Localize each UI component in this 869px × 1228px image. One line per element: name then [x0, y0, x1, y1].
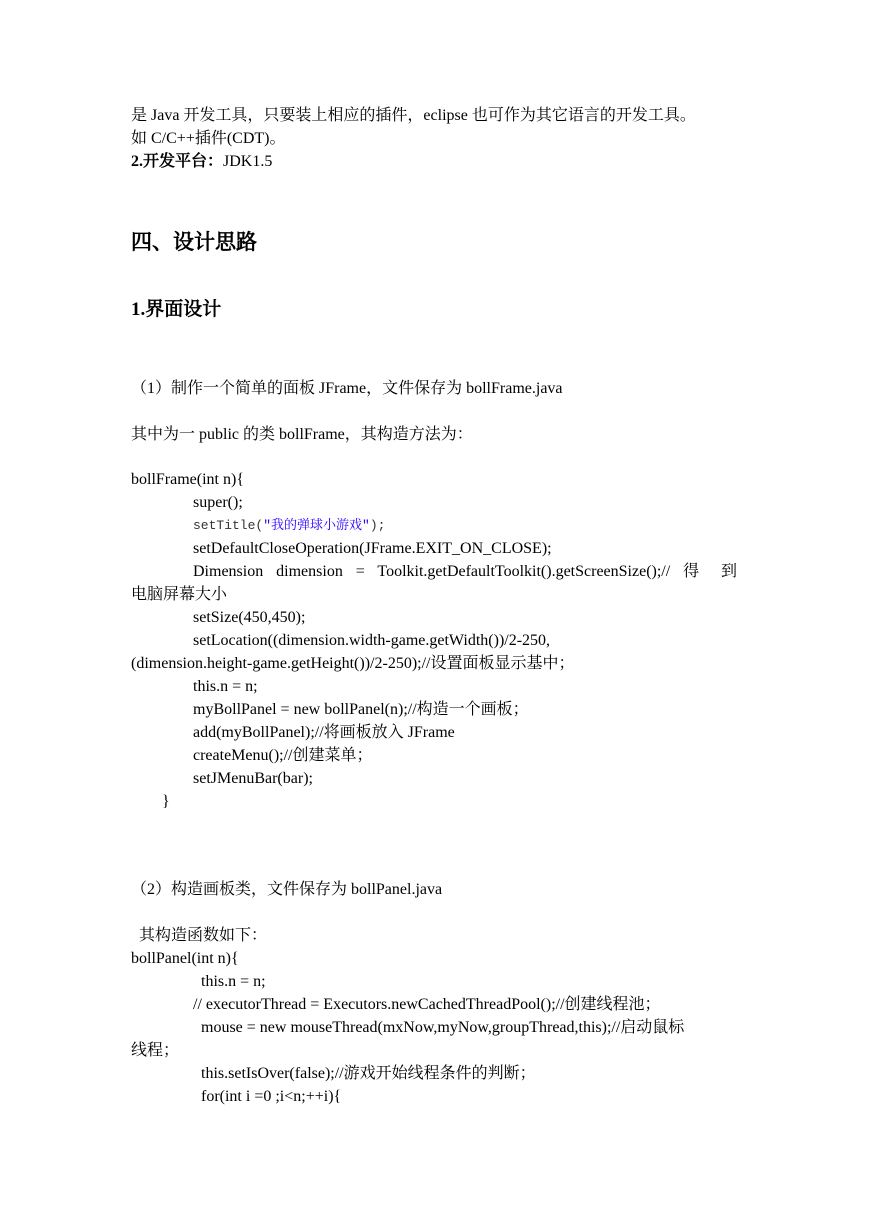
code-line-dimension: Dimension dimension = Toolkit.getDefaultToolkit().getScreenSize();// 得 到 — [193, 563, 737, 580]
code-line: setSize(450,450); — [193, 609, 306, 626]
panel-description: （2）构造画板类，文件保存为 bollPanel.java — [131, 881, 443, 898]
section-title: 四、设计思路 — [131, 230, 257, 254]
subsection-title: 1.界面设计 — [131, 299, 222, 320]
code-line: setLocation((dimension.width-game.getWidth())/2-250, — [193, 632, 551, 649]
code-line: bollPanel(int n){ — [131, 950, 239, 967]
code-line-continuation: 电脑屏幕大小 — [131, 586, 228, 603]
frame-class-description: 其中为一 public 的类 bollFrame，其构造方法为： — [131, 426, 473, 443]
code-line: (dimension.height-game.getHeight())/2-250);//设置面板显示基中； — [131, 655, 575, 672]
code-line: bollFrame(int n){ — [131, 471, 244, 488]
code-line: for(int i =0 ;i<n;++i){ — [201, 1088, 342, 1105]
code-line: mouse = new mouseThread(mxNow,myNow,groupThread,this);//启动鼠标 — [201, 1019, 685, 1036]
code-line: setJMenuBar(bar); — [193, 770, 313, 787]
code-line: } — [162, 793, 170, 810]
frame-description: （1）制作一个简单的面板 JFrame，文件保存为 bollFrame.java — [131, 380, 563, 397]
code-line: this.n = n; — [193, 678, 258, 695]
code-line: // executorThread = Executors.newCachedThreadPool();//创建线程池； — [193, 996, 661, 1013]
intro-line-2: 如 C/C++插件(CDT)。 — [131, 130, 286, 147]
intro-line-1: 是 Java 开发工具，只要装上相应的插件，eclipse 也可作为其它语言的开发工具。 — [131, 107, 696, 124]
code-line: myBollPanel = new bollPanel(n);//构造一个画板； — [193, 701, 529, 718]
code-line: this.setIsOver(false);//游戏开始线程条件的判断； — [201, 1065, 536, 1082]
code-line: add(myBollPanel);//将画板放入 JFrame — [193, 724, 455, 741]
code-line: super(); — [193, 494, 243, 511]
panel-ctor-description: 其构造函数如下： — [139, 927, 268, 944]
settitle-prefix: setTitle( — [193, 518, 264, 533]
platform-line — [131, 151, 272, 173]
platform-value: JDK1.5 — [223, 153, 273, 170]
settitle-string: "我的弹球小游戏" — [263, 518, 370, 533]
code-line: this.n = n; — [201, 973, 266, 990]
code-line: setDefaultCloseOperation(JFrame.EXIT_ON_CLOSE); — [193, 540, 552, 557]
code-line-settitle — [193, 515, 385, 537]
code-line: createMenu();//创建菜单； — [193, 747, 373, 764]
settitle-suffix: ); — [369, 518, 386, 533]
code-line-continuation: 线程； — [131, 1042, 180, 1059]
platform-label: 2.开发平台： — [131, 153, 224, 170]
